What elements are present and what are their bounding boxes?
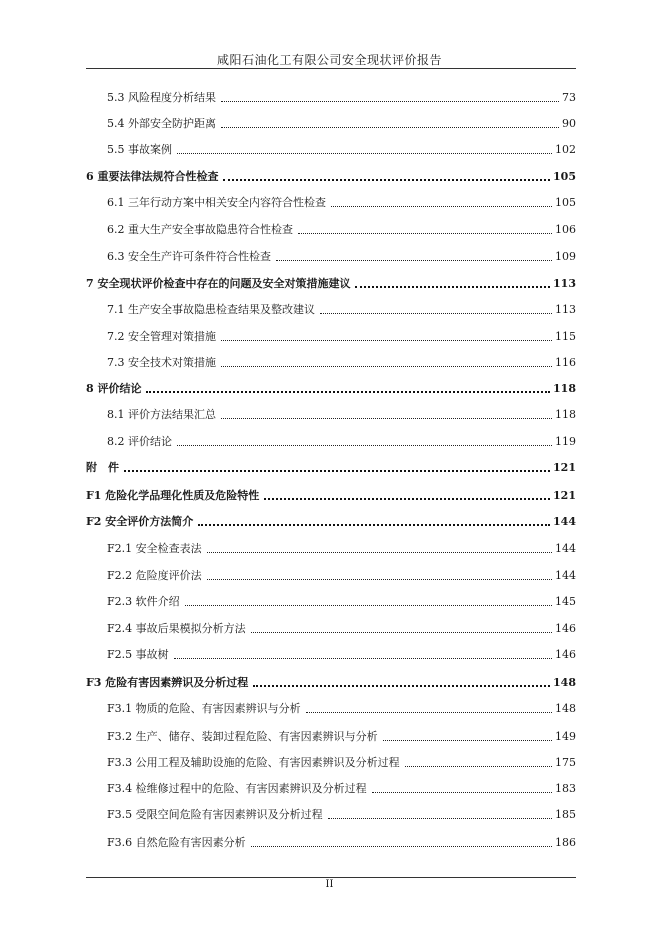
toc-entry[interactable] — [107, 431, 576, 449]
toc-entry-page: 118 — [553, 382, 576, 395]
toc-entry-page: 119 — [555, 435, 576, 448]
toc-entry[interactable] — [86, 672, 576, 690]
toc-entry-page: 73 — [562, 91, 576, 104]
toc-entry[interactable] — [107, 299, 576, 317]
toc-entry-label: F3.6 自然危险有害因素分析 — [107, 836, 246, 849]
toc-entry-label: 7 安全现状评价检查中存在的问题及安全对策措施建议 — [86, 277, 351, 290]
toc-entry[interactable] — [86, 511, 576, 529]
toc-entry-label: 7.1 生产安全事故隐患检查结果及整改建议 — [107, 303, 315, 316]
toc-entry-label: 附 件 — [86, 461, 119, 474]
toc-entry-label: F2.4 事故后果模拟分析方法 — [107, 622, 246, 635]
toc-entry[interactable] — [86, 166, 576, 184]
toc-entry-label: 8.2 评价结论 — [107, 435, 172, 448]
toc-entry[interactable] — [107, 644, 576, 662]
toc-entry-page: 148 — [553, 676, 576, 689]
toc-entry[interactable] — [107, 192, 576, 210]
page-header-title: 咸阳石油化工有限公司安全现状评价报告 — [216, 53, 442, 67]
toc-leader-dots — [405, 766, 552, 767]
toc-entry-label: F3 危险有害因素辨识及分析过程 — [86, 676, 249, 689]
toc-entry[interactable] — [86, 378, 576, 396]
toc-entry-label: 5.3 风险程度分析结果 — [107, 91, 216, 104]
toc-entry-page: 144 — [555, 569, 576, 582]
page-number: II — [325, 879, 334, 890]
toc-entry-label: 6.1 三年行动方案中相关安全内容符合性检查 — [107, 196, 326, 209]
toc-entry[interactable] — [107, 591, 576, 609]
toc-leader-dots — [298, 233, 552, 234]
toc-entry-page: 144 — [553, 515, 576, 528]
toc-leader-dots — [207, 579, 552, 580]
toc-entry-page: 90 — [562, 117, 576, 130]
toc-entry-label: F1 危险化学品理化性质及危险特性 — [86, 489, 260, 502]
toc-entry-page: 105 — [555, 196, 576, 209]
toc-entry[interactable] — [107, 139, 576, 157]
toc-leader-dots — [221, 127, 559, 128]
toc-entry-label: F3.5 受限空间危险有害因素辨识及分析过程 — [107, 808, 323, 821]
toc-leader-dots — [276, 260, 552, 261]
toc-entry[interactable] — [86, 457, 576, 475]
toc-entry-label: 7.2 安全管理对策措施 — [107, 330, 216, 343]
toc-entry-label: 8 评价结论 — [86, 382, 142, 395]
toc-entry-page: 144 — [555, 542, 576, 555]
toc-entry[interactable] — [107, 113, 576, 131]
toc-entry-page: 118 — [555, 408, 576, 421]
toc-leader-dots — [146, 391, 550, 393]
toc-entry-label: 6.3 安全生产许可条件符合性检查 — [107, 250, 271, 263]
toc-entry-page: 102 — [555, 143, 576, 156]
toc-entry-label: F2.5 事故树 — [107, 648, 169, 661]
toc-entry[interactable] — [86, 485, 576, 503]
toc-entry-page: 121 — [553, 461, 576, 474]
toc-entry-page: 145 — [555, 595, 576, 608]
toc-entry-label: 5.4 外部安全防护距离 — [107, 117, 216, 130]
toc-entry[interactable] — [107, 832, 576, 850]
toc-entry[interactable] — [107, 804, 576, 822]
toc-entry-label: F2.1 安全检查表法 — [107, 542, 202, 555]
toc-entry-label: F3.2 生产、储存、装卸过程危险、有害因素辨识与分析 — [107, 730, 378, 743]
toc-leader-dots — [207, 552, 552, 553]
toc-leader-dots — [328, 818, 552, 819]
toc-entry-page: 113 — [555, 303, 576, 316]
toc-leader-dots — [251, 846, 552, 847]
toc-entry[interactable] — [107, 752, 576, 770]
toc-entry-label: F2.2 危险度评价法 — [107, 569, 202, 582]
toc-entry[interactable] — [107, 778, 576, 796]
toc-entry-page: 106 — [555, 223, 576, 236]
toc-leader-dots — [174, 658, 552, 659]
toc-entry-label: F2.3 软件介绍 — [107, 595, 180, 608]
toc-leader-dots — [223, 179, 550, 181]
toc-entry-label: 6.2 重大生产安全事故隐患符合性检查 — [107, 223, 293, 236]
toc-leader-dots — [177, 153, 552, 154]
toc-leader-dots — [177, 445, 552, 446]
toc-leader-dots — [355, 286, 550, 288]
toc-entry-page: 186 — [555, 836, 576, 849]
toc-entry[interactable] — [107, 538, 576, 556]
toc-leader-dots — [251, 632, 552, 633]
toc-entry-page: 116 — [555, 356, 576, 369]
toc-entry[interactable] — [107, 246, 576, 264]
footer-rule — [86, 877, 576, 878]
toc-entry-label: F3.4 检维修过程中的危险、有害因素辨识及分析过程 — [107, 782, 367, 795]
toc-entry-page: 185 — [555, 808, 576, 821]
toc-entry-page: 105 — [553, 170, 576, 183]
toc-entry[interactable] — [86, 273, 576, 291]
toc-entry[interactable] — [107, 565, 576, 583]
toc-entry[interactable] — [107, 698, 576, 716]
toc-leader-dots — [383, 740, 552, 741]
toc-entry-page: 146 — [555, 648, 576, 661]
toc-entry-page: 149 — [555, 730, 576, 743]
toc-leader-dots — [221, 418, 552, 419]
toc-entry[interactable] — [107, 352, 576, 370]
toc-entry-page: 175 — [555, 756, 576, 769]
toc-entry-label: F3.1 物质的危险、有害因素辨识与分析 — [107, 702, 301, 715]
toc-entry-page: 115 — [555, 330, 576, 343]
toc-entry[interactable] — [107, 87, 576, 105]
toc-entry-page: 113 — [553, 277, 576, 290]
toc-entry-label: F3.3 公用工程及辅助设施的危险、有害因素辨识及分析过程 — [107, 756, 400, 769]
toc-entry-label: 5.5 事故案例 — [107, 143, 172, 156]
toc-leader-dots — [253, 685, 550, 687]
toc-entry-page: 183 — [555, 782, 576, 795]
toc-entry-page: 148 — [555, 702, 576, 715]
toc-leader-dots — [320, 313, 552, 314]
toc-leader-dots — [306, 712, 552, 713]
toc-entry-page: 146 — [555, 622, 576, 635]
toc-leader-dots — [198, 524, 550, 526]
toc-entry[interactable] — [107, 726, 576, 744]
toc-entry-page: 121 — [553, 489, 576, 502]
toc-entry-label: 6 重要法律法规符合性检查 — [86, 170, 219, 183]
toc-entry[interactable] — [107, 219, 576, 237]
toc-entry-page: 109 — [555, 250, 576, 263]
header-rule — [86, 68, 576, 69]
toc-leader-dots — [221, 101, 559, 102]
toc-leader-dots — [185, 605, 552, 606]
toc-leader-dots — [221, 340, 552, 341]
toc-entry-label: 7.3 安全技术对策措施 — [107, 356, 216, 369]
toc-leader-dots — [221, 366, 552, 367]
toc-entry[interactable] — [107, 618, 576, 636]
toc-leader-dots — [264, 498, 550, 500]
toc-leader-dots — [372, 792, 552, 793]
toc-entry-label: 8.1 评价方法结果汇总 — [107, 408, 216, 421]
toc-entry[interactable] — [107, 326, 576, 344]
toc-entry-label: F2 安全评价方法简介 — [86, 515, 194, 528]
toc-entry[interactable] — [107, 404, 576, 422]
toc-leader-dots — [124, 470, 550, 472]
toc-leader-dots — [331, 206, 552, 207]
